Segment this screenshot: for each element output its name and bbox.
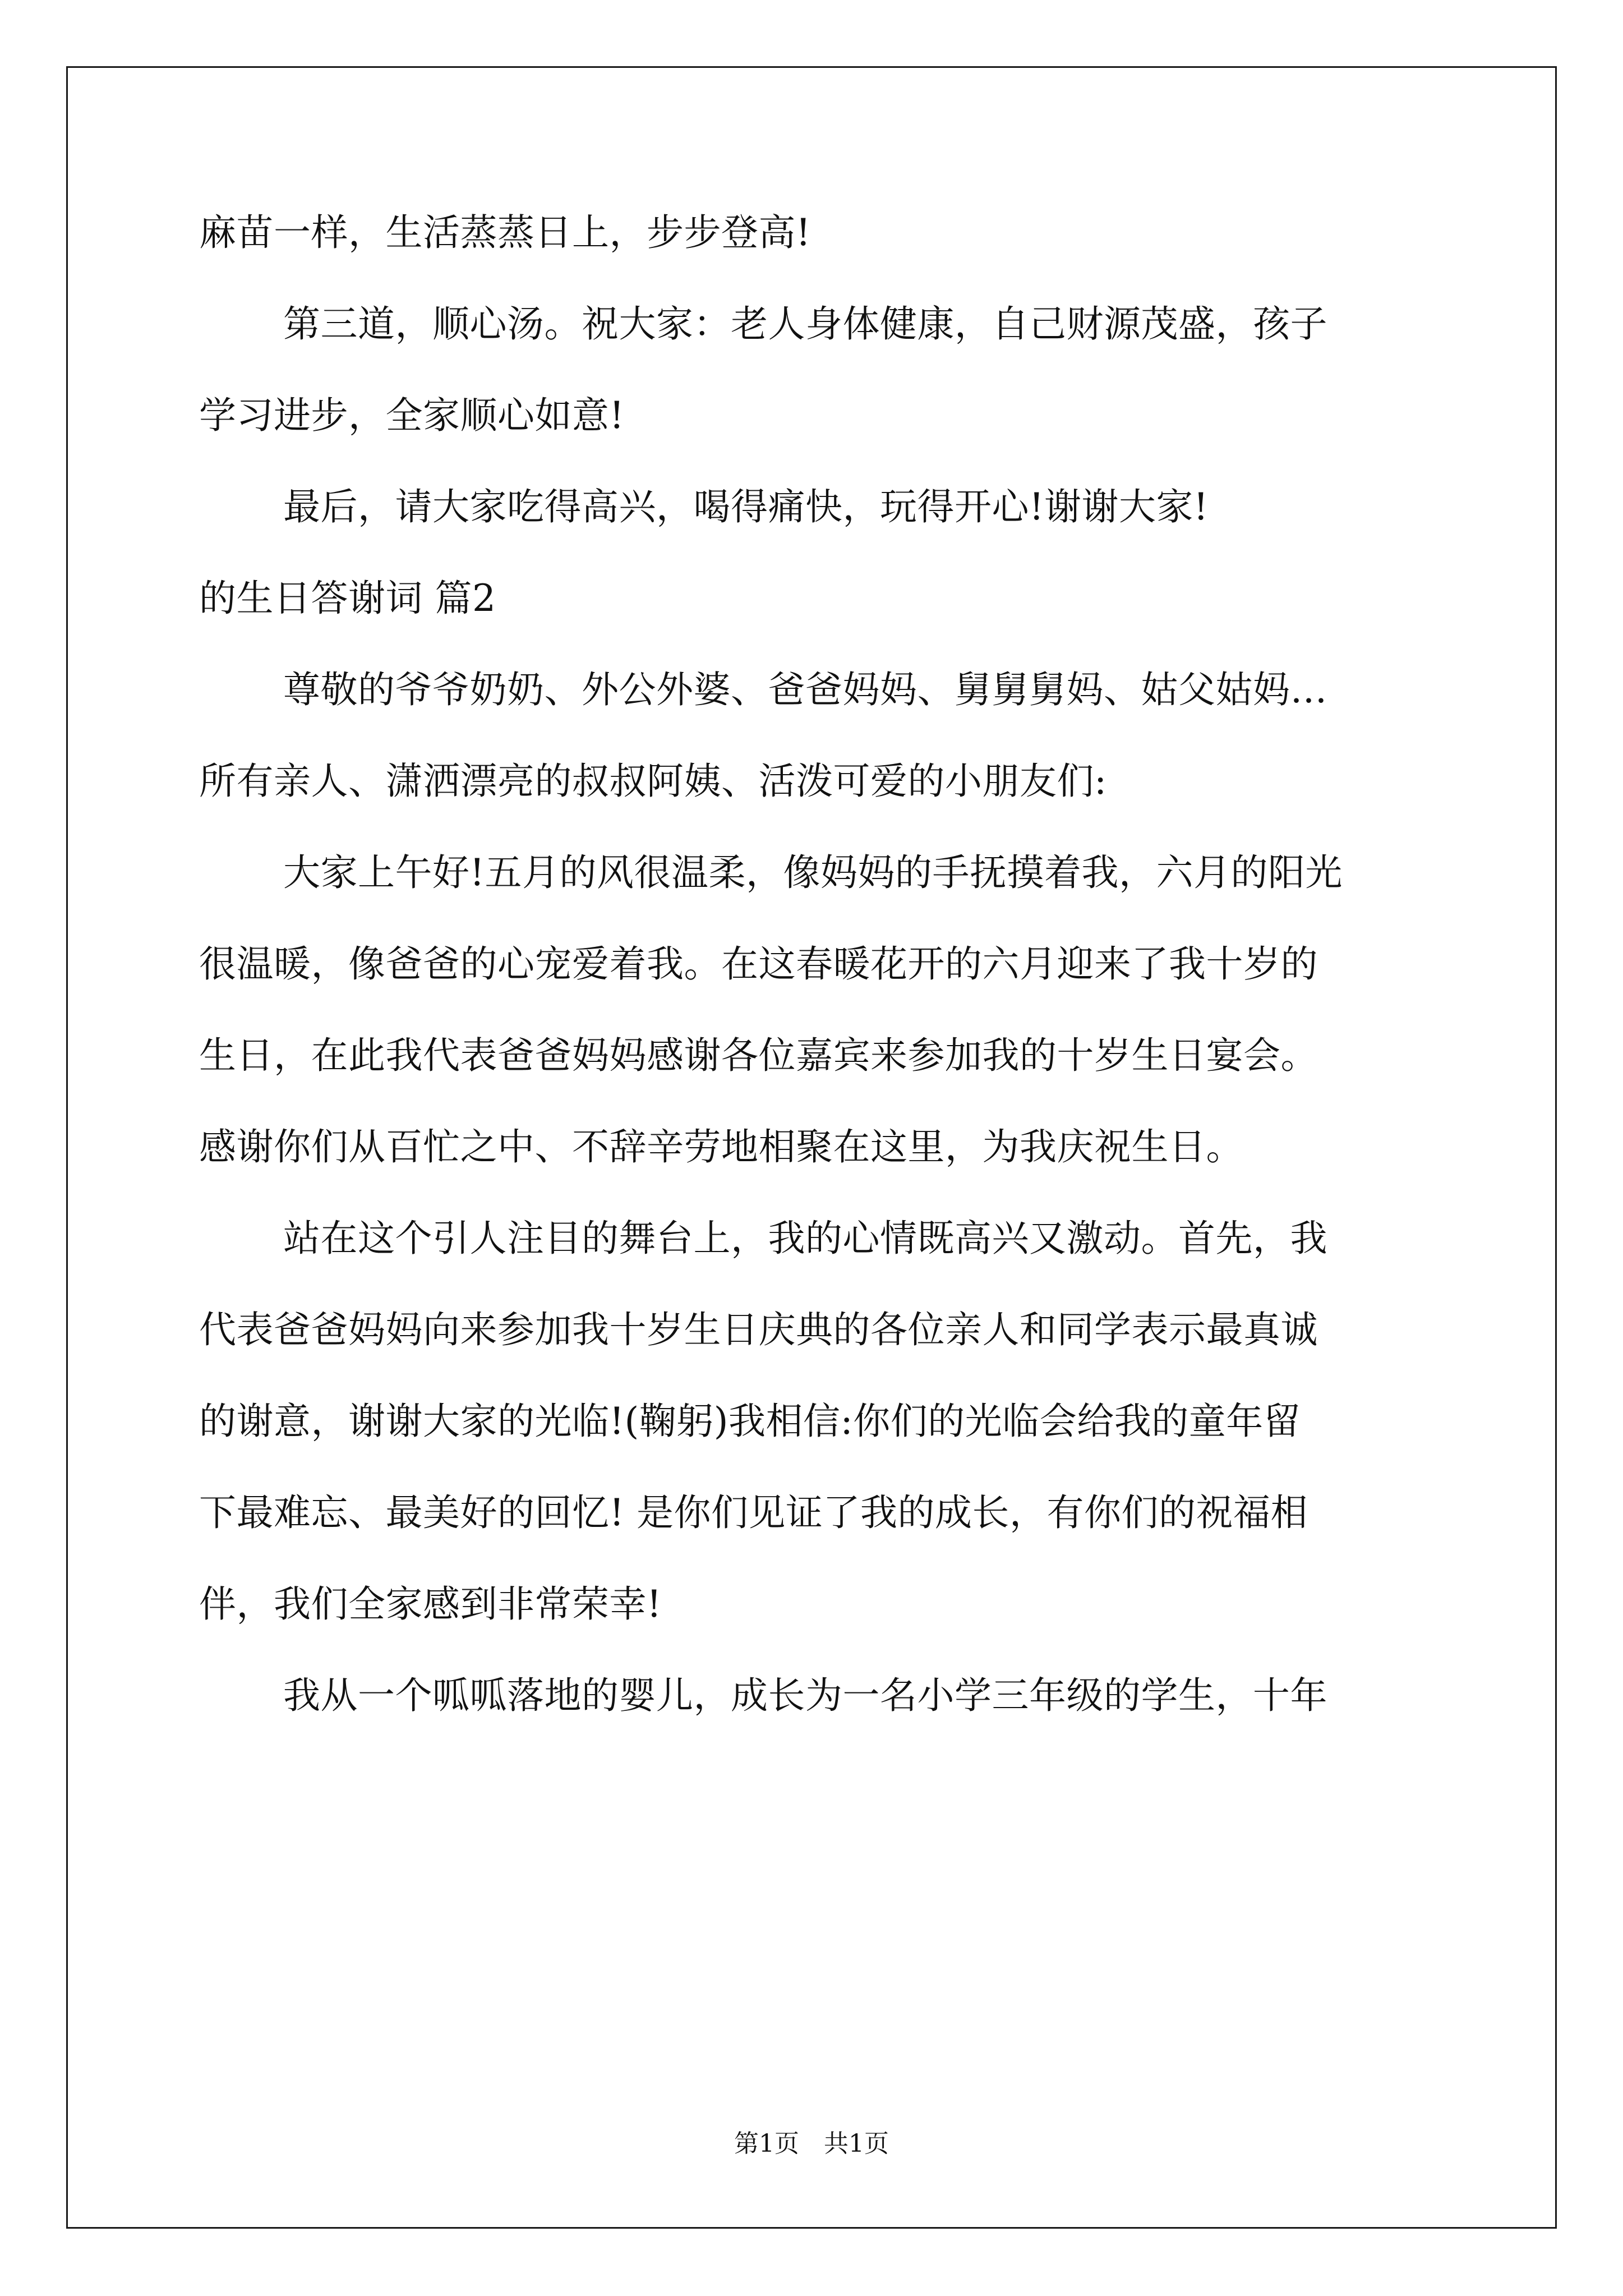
text-line: 麻苗一样，生活蒸蒸日上，步步登高!: [199, 211, 811, 254]
text-line: 所有亲人、潇洒漂亮的叔叔阿姨、活泼可爱的小朋友们:: [199, 760, 1107, 803]
text-line: 生日，在此我代表爸爸妈妈感谢各位嘉宾来参加我的十岁生日宴会。: [199, 1034, 1318, 1077]
text-line: 感谢你们从百忙之中、不辞辛劳地相聚在这里，为我庆祝生日。: [199, 1125, 1243, 1168]
text-line: 第三道，顺心汤。祝大家：老人身体健康，自己财源茂盛，孩子: [283, 302, 1327, 346]
text-line: 的谢意，谢谢大家的光临!(鞠躬)我相信:你们的光临会给我的童年留: [199, 1400, 1301, 1443]
text-line: 学习进步，全家顺心如意!: [199, 394, 625, 437]
page-number-footer: 第1页 共1页: [734, 2129, 889, 2158]
section-heading: 的生日答谢词 篇2: [199, 577, 496, 620]
text-line: 伴，我们全家感到非常荣幸!: [199, 1582, 662, 1626]
text-line: 最后，请大家吃得高兴，喝得痛快，玩得开心!谢谢大家!: [283, 485, 1209, 528]
text-line: 尊敬的爷爷奶奶、外公外婆、爸爸妈妈、舅舅舅妈、姑父姑妈…: [283, 668, 1327, 711]
text-line: 下最难忘、最美好的回忆! 是你们见证了我的成长，有你们的祝福相: [199, 1491, 1308, 1534]
text-line: 大家上午好!五月的风很温柔，像妈妈的手抚摸着我，六月的阳光: [283, 851, 1343, 894]
text-line: 站在这个引人注目的舞台上，我的心情既高兴又激动。首先，我: [283, 1217, 1327, 1260]
text-line: 很温暖，像爸爸的心宠爱着我。在这春暖花开的六月迎来了我十岁的: [199, 942, 1318, 986]
text-line: 代表爸爸妈妈向来参加我十岁生日庆典的各位亲人和同学表示最真诚: [199, 1308, 1318, 1351]
text-line: 我从一个呱呱落地的婴儿，成长为一名小学三年级的学生，十年: [283, 1674, 1327, 1717]
